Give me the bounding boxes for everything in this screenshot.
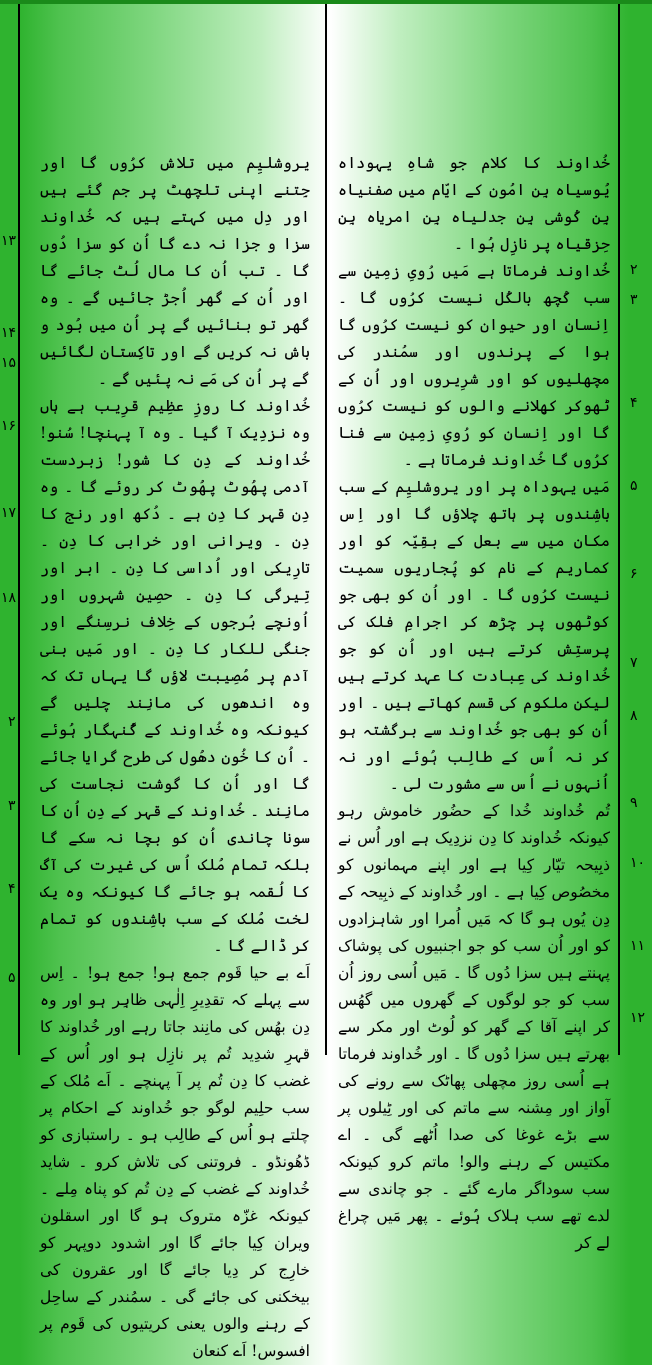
verse-number: ۲ [8, 714, 16, 730]
left-text-column [40, 150, 310, 1365]
verse-number: ۱۲ [630, 1010, 646, 1026]
column-rule-outer-left [18, 4, 20, 1055]
paragraph: خُداوند کا کلام جو شاہِ یہوداہ یُوسیاہ بِن امُون کے ایّام میں صفنیاہ بِن کُوشی بِن جدلیاہ بِن امریاہ بِن حِزقیاہ پر نازِل ہُوا ۔ [338, 154, 610, 253]
column-rule-center [325, 4, 327, 1055]
verse-number: ۱۷ [1, 505, 17, 521]
paragraph: مَیں یہوداہ پر اور یروشلیِم کے سب باشِندوں پر ہاتھ چلاؤں گا اور اِس مکان میں سے بعل کے بقِیّہ کو اور کماریم کے نام کو پُجاریوں سمیت نیست کرُوں گا ۔ اور اُن کو بھی جو کوٹھوں پر چڑھ کر اجرامِ فلک کی پرستِش کرتے ہیں اور اُن کو جو خُداوند کی عِبادت کا عہد کرتے ہیں لیکن ملکوم کی قسم کھاتے ہیں ۔ اور اُن کو بھی جو خُداوند سے برگشتہ ہو کر نہ اُس کے طالِب ہُوئے اور نہ اُنہوں نے اُس سے مشورت لی ۔ [338, 478, 610, 793]
verse-number: ۷ [630, 655, 638, 671]
verse-number: ۹ [630, 795, 638, 811]
verse-number: ۱۱ [630, 938, 646, 954]
verse-number: ۲ [630, 262, 638, 278]
verse-number: ۴ [8, 881, 16, 897]
paragraph: تُم خُداوند خُدا کے حضُور خاموش رہو کیونکہ خُداوند کا دِن نزدِیک ہے اور اُس نے ذبِیحہ تیّار کِیا ہے اور اپنے مہمانوں کو مخصُوص کِیا ہے ۔ اور خُداوند کے ذبِیحہ کے دِن یُوں ہو گا کہ مَیں اُمرا اور شاہزادوں کو اور اُن سب کو جو اجنبیوں کی پوشاک پہنتے ہیں سزا دُوں گا ۔ مَیں اُسی روز اُن سب کو جو لوگوں کے گھروں میں گھُس کر اپنے آقا کے گھر کو لُوٹ اور مکر سے بھرتے ہیں سزا دُوں گا ۔ اور خُداوند فرماتا ہے اُسی روز مچھلی پھاٹک سے رونے کی آواز اور مِشنہ سے ماتم کی اور ٹِیلوں پر سے بڑے غوغا کی صدا اُٹھے گی ۔ اے مکتیس کے رہنے والو! ماتم کرو کیونکہ سب سوداگر مارے گئے ۔ جو چاندی سے لدے تھے سب ہلاک ہُوئے ۔ پھر مَیں چراغ لے کر [338, 802, 610, 1252]
right-text-column [338, 150, 610, 1257]
verse-number: ۱۸ [1, 590, 17, 606]
paragraph: اَے بے حیا قَوم جمع ہو! جمع ہو! ۔ اِس سے پہلے کہ تقدِیرِ اِلٰہی ظاہِر ہو اور وہ دِن بھُس کی مانِند جاتا رہے اور خُداوند کا قہرِ شدِید تُم پر نازِل ہو اور اُس کے غضب کا دِن تُم پر آ پہنچے ۔ اَے مُلک کے سب حلِیم لوگو جو خُداوند کے احکام پر چلتے ہو اُس کے طالِب ہو ۔ راستبازی کو ڈھُونڈو ۔ فروتنی کی تلاش کرو ۔ شاید خُداوند کے غضب کے دِن تُم کو پناہ مِلے ۔ کیونکہ غزّہ متروک ہو گا اور اسقلون ویران کِیا جائے گا اور اشدود دوپہر کو خارِج کر دِیا جائے گا اور عقرون کی بیخکنی کی جائے گی ۔ سمُندر کے ساحِل کے رہنے والوں یعنی کریتیوں کی قَوم پر افسوس! اَے کنعان [40, 964, 310, 1360]
verse-number: ۳ [630, 292, 638, 308]
verse-number: ۱۵ [1, 355, 17, 371]
verse-number: ۱۶ [1, 418, 17, 434]
verse-number: ۸ [630, 708, 638, 724]
paragraph: خُداوند فرماتا ہے مَیں رُویِ زمِین سے سب کُچھ بالکُل نیست کرُوں گا ۔ اِنسان اور حیوان کو نیست کرُوں گا ہوا کے پرندوں اور سمُندر کی مچھلیوں کو اور شرِیروں اور اُن کے ٹھوکر کھِلانے والوں کو نیست کرُوں گا اور اِنسان کو رُویِ زمِین سے فنا کرُوں گا خُداوند فرماتا ہے ۔ [338, 262, 610, 469]
column-rule-outer-right [618, 4, 620, 1055]
paragraph: یروشلیِم میں تلاش کرُوں گا اور جِتنے اپنی تلچھٹ پر جم گئے ہیں اور دِل میں کہتے ہیں کہ خُداوند سزا و جزا نہ دے گا اُن کو سزا دُوں گا ۔ تب اُن کا مال لُٹ جائے گا اور اُن کے گھر اُجڑ جائیں گے ۔ وہ گھر تو بنائیں گے پر اُن میں بُود و باش نہ کریں گے اور تاکِستان لگائیں گے پر اُن کی مَے نہ پئیں گے ۔ [40, 154, 310, 388]
verse-number: ۱۰ [630, 855, 646, 871]
verse-number: ۴ [630, 395, 638, 411]
verse-number: ۳ [8, 798, 16, 814]
verse-number: ۶ [630, 566, 638, 582]
paragraph: خُداوند کا روزِ عظِیم قرِیب ہے ہاں وہ نزدِیک آ گیا ۔ وہ آ پہنچا! سُنو! خُداوند کے دِن کا شور! زبردست آدمی پھُوٹ پھُوٹ کر روئے گا ۔ وہ دِن قہر کا دِن ہے ۔ دُکھ اور رنج کا دِن ۔ ویرانی اور خرابی کا دِن ۔ تارِیکی اور اُداسی کا دِن ۔ ابر اور تِیرگی کا دِن ۔ حصِین شہروں اور اُونچے بُرجوں کے خِلاف نرسِنگے اور جنگی للکار کا دِن ۔ اور مَیں بنی آدم پر مُصِیبت لاؤں گا یہاں تک کہ وہ اندھوں کی مانِند چلیں گے کیونکہ وہ خُداوند کے گُنہگار ہُوئے ۔ اُن کا خُون دھُول کی طرح گرایا جائے گا اور اُن کا گوشت نجاست کی مانِند ۔ خُداوند کے قہر کے دِن اُن کا سونا چاندی اُن کو بچا نہ سکے گا بلکہ تمام مُلک اُس کی غیرت کی آگ کا لُقمہ ہو جائے گا کیونکہ وہ یک لخت مُلک کے سب باشِندوں کو تمام کر ڈالے گا ۔ [40, 397, 310, 955]
verse-number: ۵ [8, 970, 16, 986]
verse-number: ۱۳ [1, 233, 17, 249]
verse-number: ۵ [630, 478, 638, 494]
verse-number: ۱۴ [1, 325, 17, 341]
